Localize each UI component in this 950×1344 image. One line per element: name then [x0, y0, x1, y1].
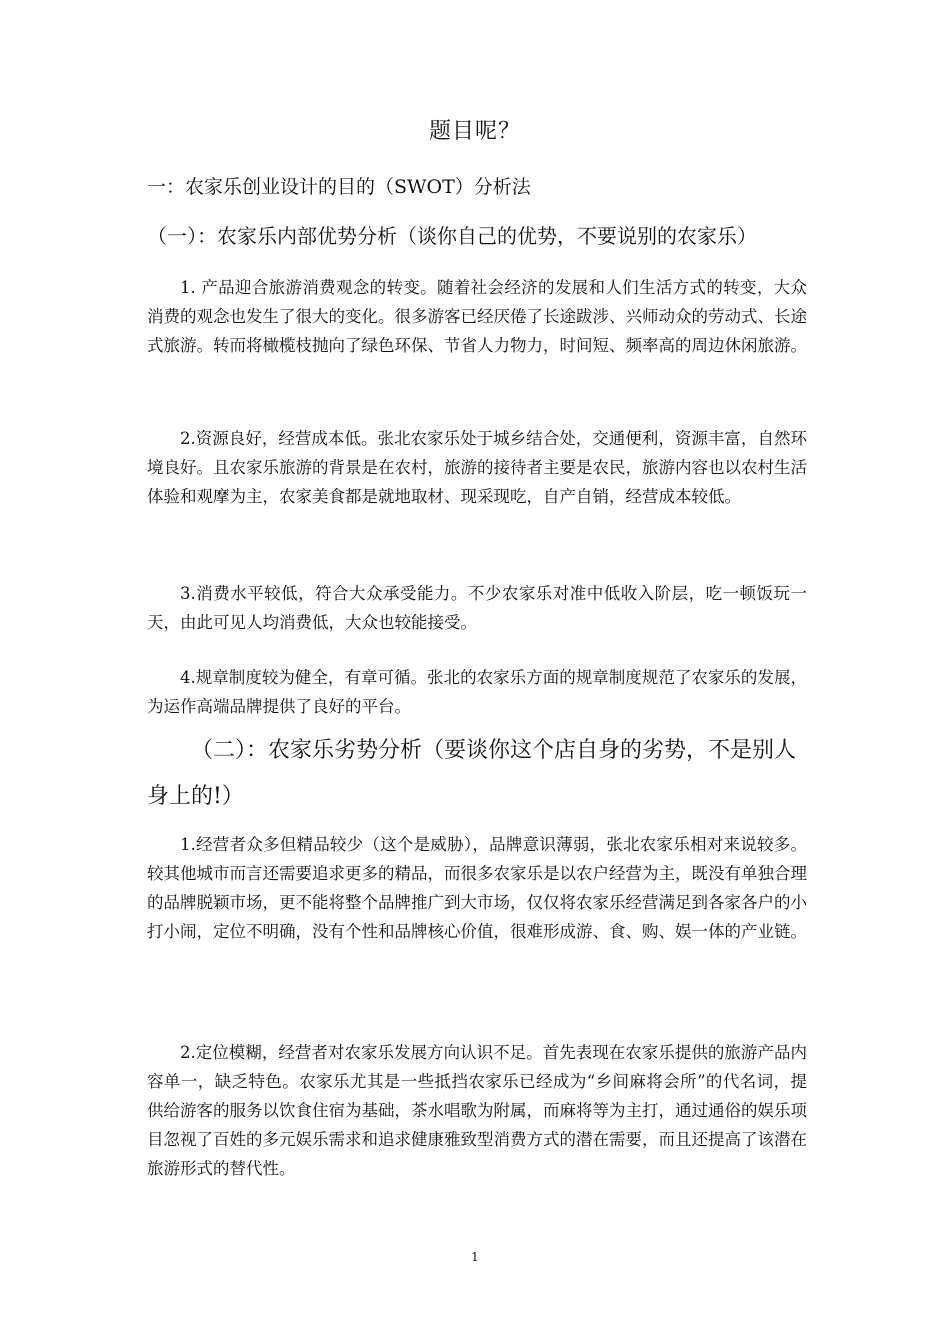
paragraph-strength-4: 4.规章制度较为健全，有章可循。张北的农家乐方面的规章制度规范了农家乐的发展，为运作高端品牌提供了良好的平台。 — [147, 668, 807, 716]
document-title: 题目呢？ — [428, 119, 521, 144]
paragraph-strength-3: 3.消费水平较低，符合大众承受能力。不少农家乐对准中低收入阶层，吃一顿饭玩一天，由此可见人均消费低，大众也较能接受。 — [147, 584, 807, 632]
section-heading-swot: 一：农家乐创业设计的目的（SWOT）分析法 — [147, 176, 531, 198]
subsection-heading-strengths: （一）：农家乐内部优势分析（谈你自己的优势，不要说别的农家乐） — [147, 224, 757, 248]
paragraph-weakness-2: 2.定位模糊，经营者对农家乐发展方向认识不足。首先表现在农家乐提供的旅游产品内容单一，缺乏特色。农家乐尤其是一些抵挡农家乐已经成为“乡间麻将会所”的代名词，提供给游客的服务以饮食住宿为基础，茶水唱歌为附属，而麻将等为主打，通过通俗的娱乐项目忽视了百姓的多元娱乐需求和追求健康雅致型消费方式的潜在需要，而且还提高了该潜在旅游形式的替代性。 — [147, 1043, 807, 1178]
paragraph-weakness-1: 1.经营者众多但精品较少（这个是威胁），品牌意识薄弱，张北农家乐相对来说较多。较其他城市而言还需要追求更多的精品，而很多农家乐是以农户经营为主，既没有单独合理的品牌脱颖市场，更不能将整个品牌推广到大市场，仅仅将农家乐经营满足到各家各户的小打小闹，定位不明确，没有个性和品牌核心价值，很难形成游、食、购、娱一体的产业链。 — [147, 835, 807, 941]
subsection-heading-weaknesses: （二）：农家乐劣势分析（要谈你这个店自身的劣势，不是别人身上的!） — [147, 738, 797, 809]
paragraph-strength-1: 1. 产品迎合旅游消费观念的转变。随着社会经济的发展和人们生活方式的转变，大众消费的观念也发生了很大的变化。很多游客已经厌倦了长途跋涉、兴师动众的劳动式、长途式旅游。转而将橄榄枝抛向了绿色环保、节省人力物力，时间短、频率高的周边休闲旅游。 — [147, 278, 807, 355]
paragraph-strength-2: 2.资源良好，经营成本低。张北农家乐处于城乡结合处，交通便利，资源丰富，自然环境良好。且农家乐旅游的背景是在农村，旅游的接待者主要是农民，旅游内容也以农村生活体验和观摩为主，农家美食都是就地取材、现采现吃，自产自销，经营成本较低。 — [147, 429, 807, 506]
page-number: 1 — [471, 1250, 479, 1264]
